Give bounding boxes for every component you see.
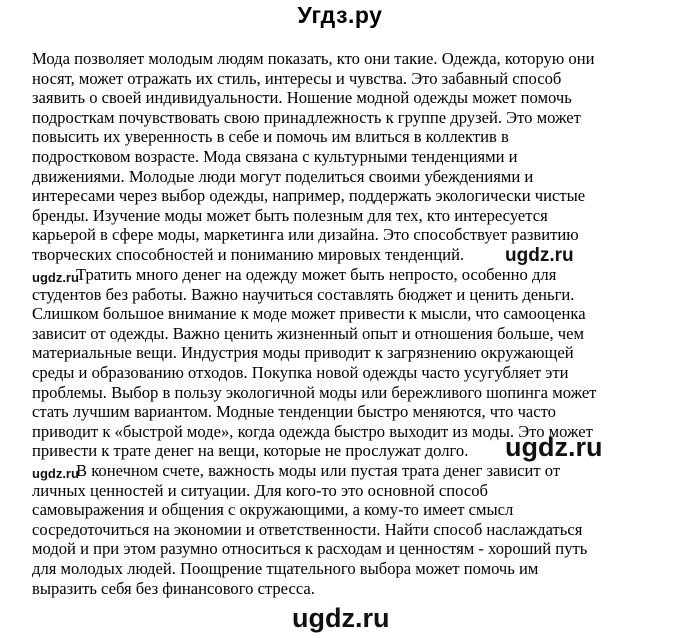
text-line: для молодых людей. Поощрение тщательного выбора может помочь им — [32, 558, 539, 578]
text-line: среды и образованию отходов. Покупка новой одежды часто усугубляет эти — [32, 362, 569, 382]
site-title: Угдз.ру — [297, 2, 383, 28]
watermark: ugdz.ru — [505, 245, 574, 266]
text-line: карьерой в сфере моды, маркетинга или дизайна. Это способствует развитию — [32, 225, 579, 245]
text-line: сосредоточиться на экономии и ответственности. Найти способ наслаждаться — [32, 519, 583, 539]
text-line: В конечном счете, важность моды или пустая трата денег зависит от — [76, 461, 561, 480]
text-line: подросткам почувствовать свою принадлежность к группе друзей. Это может — [32, 107, 581, 127]
text-line: студентов без работы. Важно научиться составлять бюджет и ценить деньги. — [32, 284, 575, 304]
text-line: выразить себя без финансового стресса. — [32, 578, 315, 598]
text-line: Тратить много денег на одежду может быть непросто, особенно для — [76, 265, 557, 284]
text-line: модой и при этом разумно относиться к расходам и ценностям - хороший путь — [32, 539, 588, 559]
text-line: стать лучшим вариантом. Модные тенденции быстро меняются, что часто — [32, 402, 556, 422]
text-line: подростковом возрасте. Мода связана с культурными тенденциями и — [32, 146, 518, 166]
text-line: бренды. Изучение моды может быть полезным для тех, кто интересуется — [32, 205, 548, 225]
text-line: творческих способностей и пониманию мировых тенденций. — [32, 244, 465, 264]
text-line: привести к трате денег на вещи, которые не прослужат долго. — [32, 441, 469, 461]
text-line: самовыражения и общения с окружающими, а кому-то имеет смысл — [32, 500, 514, 520]
watermark: ugdz.ru — [32, 466, 79, 481]
watermark: ugdz.ru — [505, 432, 603, 462]
text-line: личных ценностей и ситуации. Для кого-то это основной способ — [32, 480, 488, 500]
text-line: Слишком большое внимание к моде может привести к мысли, что самооценка — [32, 304, 586, 324]
paragraph-3 — [32, 461, 672, 598]
text-line: повысить их уверенность в себе и помочь им влиться в коллектив в — [32, 127, 509, 147]
text-line: приводит к «быстрой моде», когда одежда быстро выходит из моды. Это может — [32, 421, 593, 441]
watermark: ugdz.ru — [292, 603, 390, 633]
text-line: материальные вещи. Индустрия моды приводит к загрязнению окружающей — [32, 343, 574, 363]
watermark: ugdz.ru — [32, 270, 79, 285]
paragraph-1 — [32, 49, 672, 265]
text-line: движениями. Молодые люди могут поделиться своими убеждениями и — [32, 166, 534, 186]
text-line: интересами через выбор одежды, например, поддержать экологически чистые — [32, 186, 586, 206]
text-line: носят, может отражать их стиль, интересы и чувства. Это забавный способ — [32, 68, 562, 88]
text-line: заявить о своей индивидуальности. Ношение модной одежды может помочь — [32, 88, 572, 108]
text-line: зависит от одежды. Важно ценить жизненный опыт и отношения больше, чем — [32, 323, 584, 343]
text-line: проблемы. Выбор в пользу экологичной моды или бережливого шопинга может — [32, 382, 597, 402]
text-line: Мода позволяет молодым людям показать, кто они такие. Одежда, которую они — [32, 49, 595, 68]
